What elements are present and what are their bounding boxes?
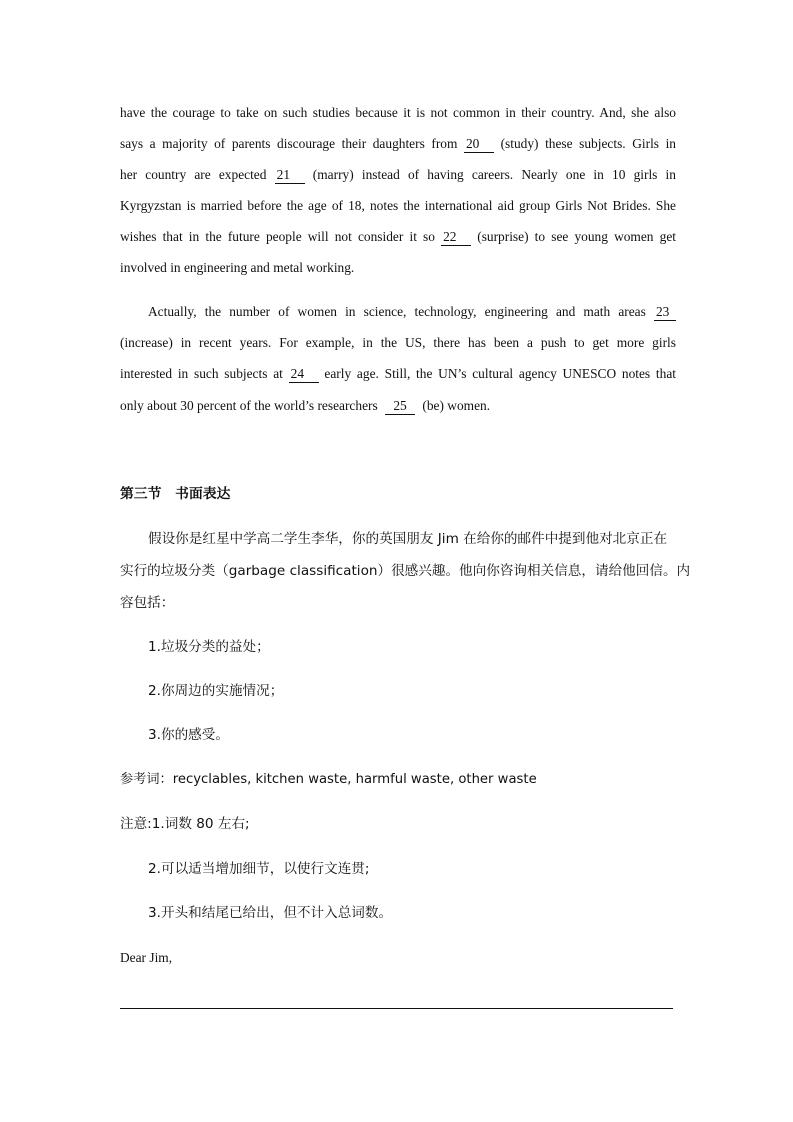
passage-text: only about 30 percent of the world’s researchers [120, 398, 378, 413]
blank-20[interactable]: 20 [464, 136, 494, 153]
writing-line[interactable] [120, 1008, 673, 1009]
blank-23[interactable]: 23 [654, 304, 676, 321]
passage-line [120, 396, 676, 416]
passage-text: (increase) in recent years. For example, in the US, there has been a push to get more girls [120, 335, 676, 350]
blank-21[interactable]: 21 [275, 167, 305, 184]
prompt-line: 假设你是红星中学高二学生李华，你的英国朋友 Jim 在给你的邮件中提到他对北京正在 [148, 531, 668, 547]
blank-25[interactable]: 25 [385, 398, 415, 415]
section-heading: 第三节 书面表达 [120, 486, 231, 502]
passage-text: have the courage to take on such studies because it is not common in their country. And, she also [120, 105, 676, 120]
salutation: Dear Jim, [120, 950, 173, 965]
passage-line [120, 165, 676, 185]
passage-text: wishes that in the future people will not consider it so [120, 229, 435, 244]
passage-text: (be) women. [422, 398, 491, 413]
content-item-2: 2.你周边的实施情况； [148, 683, 284, 699]
passage-line [120, 258, 676, 278]
content-item-1: 1.垃圾分类的益处； [148, 639, 270, 655]
reference-words: 参考词：recyclables, kitchen waste, harmful waste, other waste [120, 772, 537, 787]
blank-24[interactable]: 24 [289, 366, 319, 383]
passage-text: says a majority of parents discourage their daughters from [120, 136, 458, 151]
passage-text: (marry) instead of having careers. Nearly one in 10 girls in [312, 167, 676, 182]
passage-line [120, 196, 676, 216]
passage-text: (surprise) to see young women get [477, 229, 676, 244]
passage-line [148, 302, 676, 322]
passage-text: Kyrgyzstan is married before the age of 18, notes the international aid group Girls Not Brides. She [120, 198, 676, 213]
content-item-3: 3.你的感受。 [148, 727, 229, 743]
passage-line [120, 333, 676, 353]
passage-text: Actually, the number of women in science, technology, engineering and math areas [148, 304, 646, 319]
passage-text: her country are expected [120, 167, 267, 182]
blank-22[interactable]: 22 [441, 229, 471, 246]
passage-line [120, 364, 676, 384]
prompt-line: 容包括： [120, 595, 175, 611]
note-1: 注意:1.词数 80 左右; [120, 816, 250, 832]
passage-line [120, 227, 676, 247]
passage-text: interested in such subjects at [120, 366, 283, 381]
note-3: 3.开头和结尾已给出，但不计入总词数。 [148, 905, 393, 921]
passage-line [120, 103, 676, 123]
note-2: 2.可以适当增加细节，以使行文连贯; [148, 861, 370, 877]
passage-text: early age. Still, the UN’s cultural agency UNESCO notes that [324, 366, 676, 381]
passage-text: involved in engineering and metal working. [120, 260, 355, 275]
prompt-line: 实行的垃圾分类（garbage classification）很感兴趣。他向你咨询相关信息，请给他回信。内 [120, 563, 691, 579]
passage-text: (study) these subjects. Girls in [500, 136, 676, 151]
passage-line [120, 134, 676, 154]
